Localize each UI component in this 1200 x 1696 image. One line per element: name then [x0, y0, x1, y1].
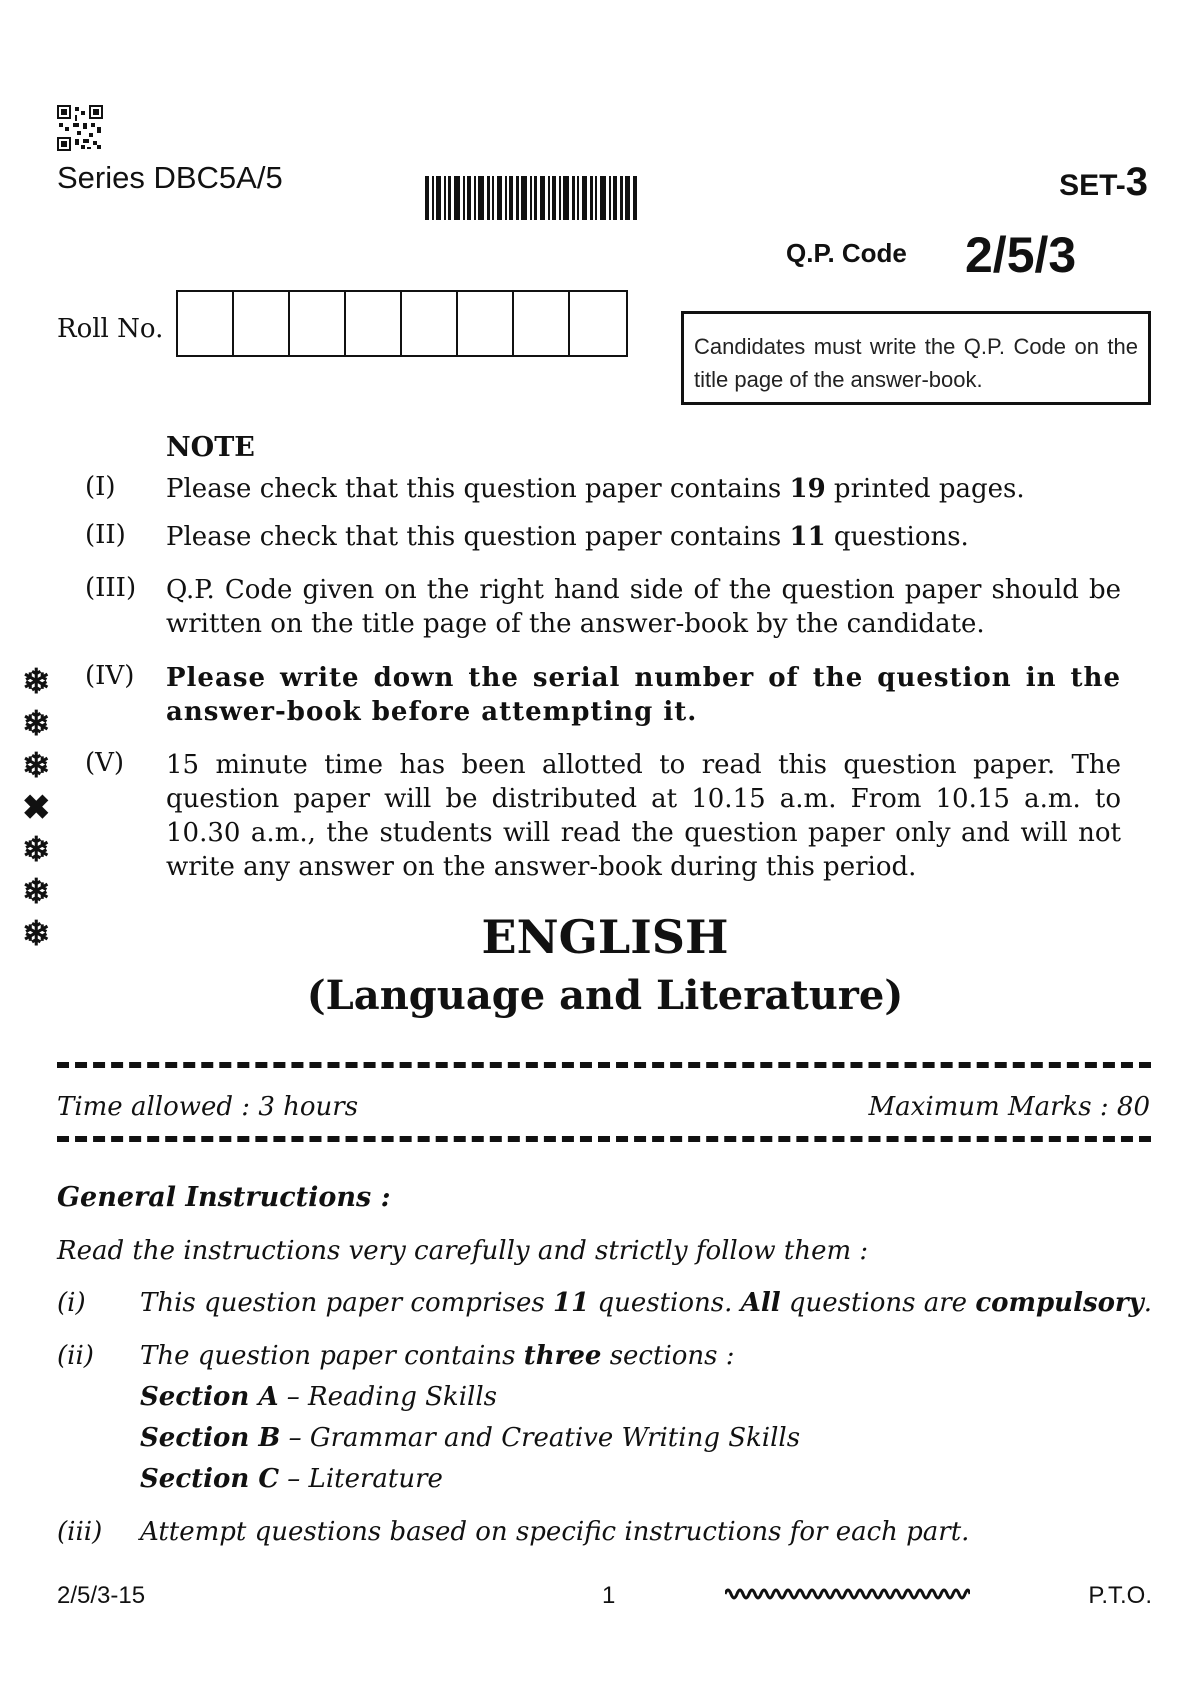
instruction-item — [140, 1288, 1152, 1318]
instruction-bold: three — [523, 1341, 602, 1371]
section-label: Section B — [140, 1423, 281, 1453]
wavy-line-icon — [725, 1586, 970, 1602]
section-name: – Grammar and Creative Writing Skills — [280, 1423, 801, 1453]
instruction-number: (i) — [57, 1288, 86, 1318]
instruction-item — [140, 1341, 735, 1371]
section-item — [140, 1382, 497, 1412]
time-allowed: Time allowed : 3 hours — [57, 1092, 359, 1122]
section-name: – Reading Skills — [278, 1382, 497, 1412]
side-mark-icon: ❄ — [22, 704, 51, 744]
set-label — [1059, 160, 1148, 205]
instruction-text: . — [1143, 1288, 1153, 1318]
note-item — [166, 472, 1121, 506]
subject-title: ENGLISH — [481, 910, 729, 964]
note-text: printed pages. — [825, 474, 1025, 504]
general-instructions-title: General Instructions : — [57, 1182, 391, 1213]
note-number: (III) — [85, 573, 137, 603]
note-item: Please write down the serial number of the question in the answer-book before attempting it. — [166, 663, 1121, 727]
roll-number-box[interactable] — [234, 292, 290, 355]
note-number: (V) — [85, 748, 125, 778]
note-item — [166, 520, 1121, 554]
side-mark-icon: ✖ — [22, 788, 51, 828]
roll-number-box[interactable] — [290, 292, 346, 355]
section-name: – Literature — [279, 1464, 443, 1494]
side-mark-icon: ❄ — [22, 746, 51, 786]
roll-number-box[interactable] — [458, 292, 514, 355]
side-mark-icon: ❄ — [22, 872, 51, 912]
maximum-marks: Maximum Marks : 80 — [868, 1092, 1150, 1122]
roll-number-grid[interactable] — [176, 290, 628, 357]
note-number: (II) — [85, 520, 126, 550]
qp-code-label: Q.P. Code — [786, 238, 907, 268]
instruction-number: (iii) — [57, 1517, 103, 1547]
instruction-text: sections : — [601, 1341, 735, 1371]
series-label: Series DBC5A/5 — [57, 160, 283, 195]
set-number: 3 — [1125, 160, 1148, 204]
note-number: (IV) — [85, 661, 135, 691]
barcode-icon — [425, 176, 637, 220]
side-mark-icon: ❄ — [22, 662, 51, 702]
instruction-bold: All — [740, 1288, 781, 1318]
roll-number-label: Roll No. — [57, 314, 164, 344]
subject-subtitle: (Language and Literature) — [306, 972, 904, 1019]
section-item — [140, 1464, 443, 1494]
instruction-item: Attempt questions based on specific instructions for each part. — [140, 1517, 970, 1547]
pto-label: P.T.O. — [1088, 1582, 1152, 1609]
roll-number-box[interactable] — [570, 292, 626, 355]
side-mark-icon: ❄ — [22, 914, 51, 954]
instruction-text: The question paper contains — [140, 1341, 524, 1371]
general-instructions-intro: Read the instructions very carefully and strictly follow them : — [57, 1236, 869, 1266]
note-number: (I) — [85, 472, 116, 502]
page-number: 1 — [602, 1582, 616, 1609]
instruction-text: questions. — [589, 1288, 741, 1318]
section-item — [140, 1423, 800, 1453]
roll-number-box[interactable] — [514, 292, 570, 355]
note-bold: 11 — [789, 522, 826, 552]
note-text: questions. — [825, 522, 969, 552]
note-item: 15 minute time has been allotted to read this question paper. The question paper will be distributed at 10.15 a.m. From 10.15 a.m. to 10.30 a.m., the students will read the question paper only and will not write any answer on the answer-book during this period. — [166, 750, 1121, 882]
note-item: Q.P. Code given on the right hand side of the question paper should be written on the title page of the answer-book by the candidate. — [166, 575, 1121, 639]
roll-number-box[interactable] — [178, 292, 234, 355]
roll-number-box[interactable] — [346, 292, 402, 355]
side-mark-icon: ❄ — [22, 830, 51, 870]
note-bold: 19 — [789, 474, 826, 504]
qp-code-value: 2/5/3 — [965, 227, 1077, 283]
instruction-text: This question paper comprises — [140, 1288, 554, 1318]
divider — [57, 1062, 1151, 1068]
note-text: Please check that this question paper contains — [166, 474, 790, 504]
note-title: NOTE — [166, 432, 255, 463]
set-prefix: SET- — [1059, 169, 1126, 202]
roll-number-box[interactable] — [402, 292, 458, 355]
candidate-notice-box: Candidates must write the Q.P. Code on the title page of the answer-book. — [681, 311, 1151, 405]
section-label: Section A — [140, 1382, 279, 1412]
divider — [57, 1136, 1151, 1142]
footer-code: 2/5/3-15 — [57, 1582, 146, 1609]
instruction-text: questions are — [780, 1288, 976, 1318]
note-text: Please check that this question paper contains — [166, 522, 790, 552]
qr-code-icon — [57, 105, 103, 151]
instruction-number: (ii) — [57, 1341, 94, 1371]
section-label: Section C — [140, 1464, 280, 1494]
instruction-bold: 11 — [553, 1288, 590, 1318]
instruction-bold: compulsory — [975, 1288, 1144, 1318]
